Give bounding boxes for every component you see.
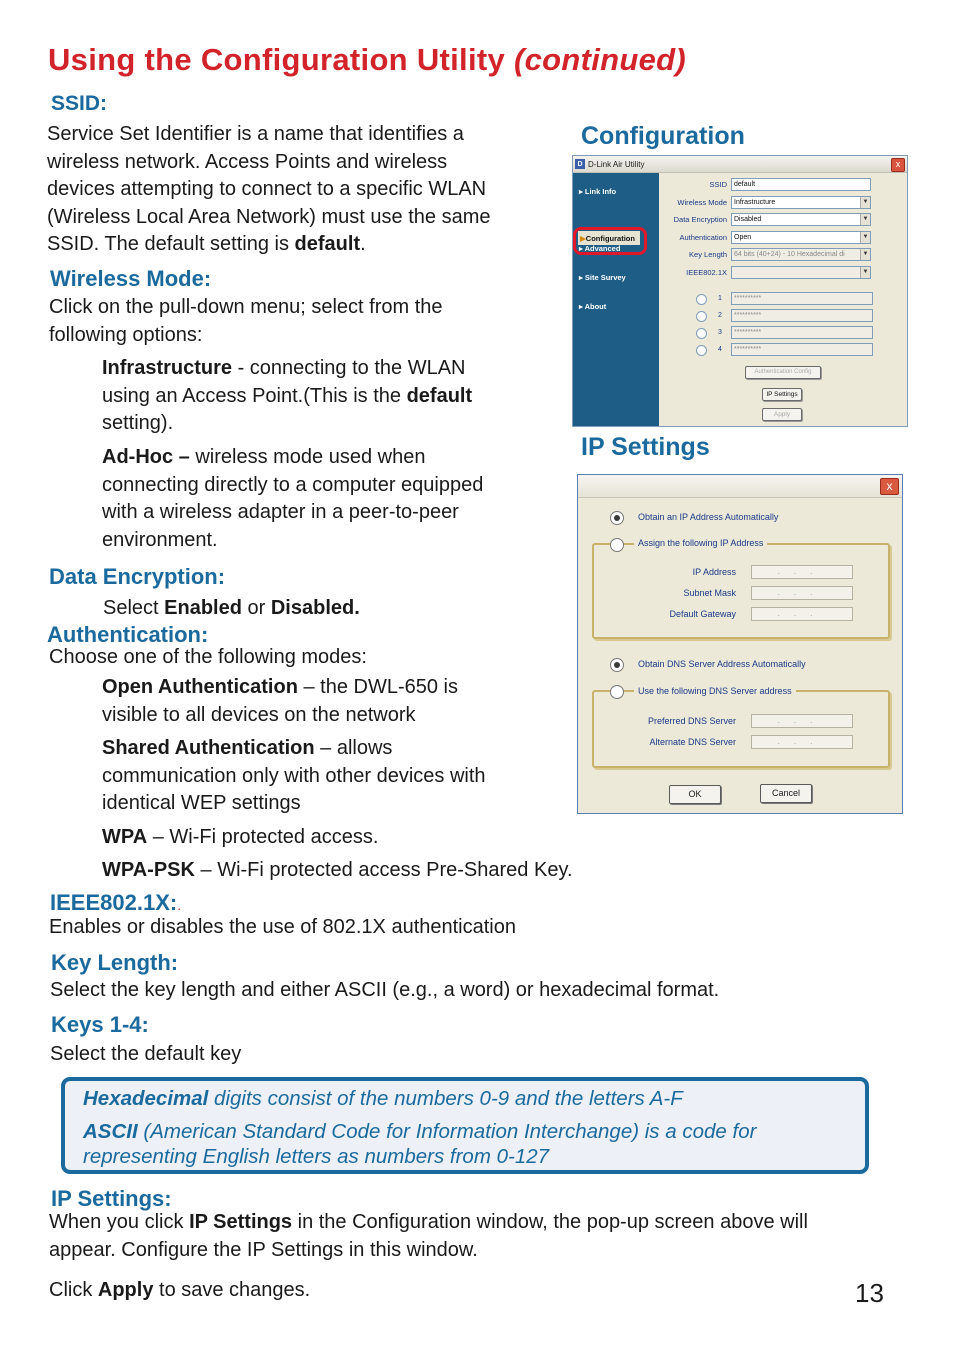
text-line: environment.: [102, 528, 218, 551]
window-title: D-Link Air Utility: [588, 159, 645, 169]
authentication-select[interactable]: [731, 231, 871, 244]
page-title: [48, 42, 686, 78]
key-1-input[interactable]: **********: [731, 292, 873, 305]
sidebar-item-advanced[interactable]: ▸ Advanced: [579, 244, 621, 253]
use-dns-radio[interactable]: [610, 685, 624, 699]
ip-settings-body: [49, 1209, 808, 1264]
label: Advanced: [584, 244, 621, 253]
obtain-ip-label: Obtain an IP Address Automatically: [638, 512, 779, 522]
default-gateway-input[interactable]: ...: [751, 607, 853, 621]
ieee-body: Enables or disables the use of 802.1X authentication: [49, 916, 516, 938]
default-gateway-label: Default Gateway: [669, 609, 736, 619]
chevron-down-icon: ▼: [860, 214, 870, 225]
title-main: Using the Configuration Utility: [48, 42, 506, 77]
text: – the DWL-650 is: [297, 676, 458, 698]
text-line: setting).: [102, 412, 174, 434]
key-4-number: 4: [718, 346, 722, 353]
ssid-body: [47, 121, 491, 259]
text-line: [102, 735, 486, 763]
data-encryption-body: [103, 595, 360, 623]
text-line: identical WEP settings: [102, 792, 301, 814]
hex-note: [83, 1087, 683, 1111]
chevron-down-icon: ▼: [860, 249, 870, 260]
wpa-desc: [102, 824, 378, 852]
note-box: [61, 1077, 869, 1174]
term: IP Settings: [189, 1211, 293, 1233]
term: Open Authentication: [102, 676, 298, 698]
label: Site Survey: [584, 273, 626, 282]
text: using an Access Point.(This is the: [102, 384, 407, 407]
ieee-select[interactable]: [731, 266, 871, 279]
ok-button[interactable]: OK: [669, 785, 721, 804]
text: – allows: [314, 737, 393, 759]
ip-settings-heading: IP Settings:: [51, 1186, 172, 1211]
text-line: [49, 1209, 808, 1237]
alternate-dns-input[interactable]: ...: [751, 735, 853, 749]
close-button[interactable]: x: [891, 158, 905, 172]
key-4-input[interactable]: **********: [731, 343, 873, 356]
term: ASCII: [83, 1120, 138, 1143]
ieee-heading: [50, 890, 181, 916]
term: WPA: [102, 826, 148, 848]
data-encryption-select[interactable]: [731, 213, 871, 226]
ssid-label: SSID: [709, 180, 727, 189]
key-length-select[interactable]: [731, 248, 871, 261]
window-titlebar: [573, 156, 907, 173]
key-3-radio[interactable]: [696, 328, 707, 339]
ip-address-label: IP Address: [692, 567, 736, 577]
ssid-line: devices attempting to connect to a specific WLAN: [47, 178, 487, 200]
preferred-dns-label: Preferred DNS Server: [647, 716, 736, 726]
cancel-button[interactable]: Cancel: [760, 784, 812, 803]
page-number: 13: [855, 1278, 884, 1308]
text: to save changes.: [153, 1279, 311, 1301]
key-length-heading: Key Length:: [51, 950, 179, 975]
shared-auth-desc: [102, 735, 486, 818]
ssid-line: (Wireless Local Area Network) must use the same: [47, 205, 491, 228]
key-length-body: Select the key length and either ASCII (e.g., a word) or hexadecimal format.: [50, 979, 720, 1001]
label: Link Info: [584, 187, 617, 196]
key-2-input[interactable]: **********: [731, 309, 873, 322]
term: Enabled: [164, 597, 242, 619]
term: Shared Authentication: [102, 737, 315, 759]
sidebar-item-about[interactable]: ▸ About: [579, 302, 607, 311]
obtain-dns-label: Obtain DNS Server Address Automatically: [638, 659, 806, 669]
text: .: [177, 897, 182, 913]
text-line: communication only with other devices with: [102, 764, 486, 787]
wireless-mode-heading: Wireless Mode:: [50, 266, 212, 291]
alternate-dns-label: Alternate DNS Server: [649, 737, 736, 747]
ascii-note-line2: representing English letters as numbers from 0-127: [83, 1145, 550, 1168]
ip-settings-caption: IP Settings: [581, 433, 710, 461]
sidebar-item-link-info[interactable]: ▸ Link Info: [579, 187, 617, 196]
ssid-input[interactable]: default: [731, 178, 871, 191]
preferred-dns-input[interactable]: ...: [751, 714, 853, 728]
selected-value: Infrastructure: [734, 199, 776, 206]
key-2-number: 2: [718, 312, 722, 319]
sidebar-item-site-survey[interactable]: ▸ Site Survey: [579, 273, 626, 282]
text-line: [102, 355, 472, 383]
text-line: [102, 444, 483, 472]
text-line: appear. Configure the IP Settings in this window.: [49, 1238, 478, 1261]
text: - connecting to the WLAN: [232, 357, 466, 379]
title-continued: (continued): [513, 42, 687, 77]
key-4-radio[interactable]: [696, 345, 707, 356]
ssid-line: wireless network. Access Points and wireless: [47, 150, 448, 173]
obtain-ip-radio[interactable]: [610, 511, 624, 525]
text-line: Click on the pull-down menu; select from the: [49, 296, 443, 318]
obtain-dns-radio[interactable]: [610, 658, 624, 672]
chevron-down-icon: ▼: [860, 232, 870, 243]
text-line: connecting directly to a computer equipped: [102, 473, 484, 496]
arrow-icon: ▶: [580, 233, 586, 243]
wireless-mode-body: [49, 294, 443, 349]
text: in the Configuration window, the pop-up screen above will: [292, 1211, 808, 1233]
sidebar: [573, 173, 659, 426]
dns-group: [592, 690, 890, 768]
ssid-heading: SSID:: [51, 92, 108, 115]
selected-value: Disabled: [734, 216, 762, 223]
infrastructure-desc: [102, 355, 472, 438]
text: When you click: [49, 1211, 190, 1233]
key-1-radio[interactable]: [696, 294, 707, 305]
adhoc-desc: [102, 444, 483, 554]
authentication-intro: Choose one of the following modes:: [49, 646, 367, 668]
text-line: visible to all devices on the network: [102, 703, 416, 726]
label: About: [584, 302, 607, 311]
selected-value: 64 bits (40+24) - 10 Hexadecimal di: [734, 251, 845, 258]
keys-heading: Keys 1-4:: [51, 1012, 149, 1037]
text-line: with a wireless adapter in a peer-to-peer: [102, 501, 459, 523]
text: IEEE802.1X:: [50, 890, 178, 915]
authentication-label: Authentication: [679, 233, 727, 242]
window-titlebar: [578, 475, 902, 498]
default-value: default: [294, 233, 361, 255]
close-button[interactable]: x: [880, 478, 899, 495]
subnet-mask-input[interactable]: ...: [751, 586, 853, 600]
term: Apply: [97, 1279, 154, 1301]
key-length-label: Key Length: [689, 250, 727, 259]
wpa-psk-desc: [102, 857, 573, 885]
wireless-mode-select[interactable]: [731, 196, 871, 209]
apply-button[interactable]: Apply: [762, 408, 802, 421]
term: WPA-PSK: [102, 859, 195, 881]
term: Infrastructure: [102, 357, 233, 379]
assign-ip-radio[interactable]: [610, 538, 624, 552]
text: wireless mode used when: [189, 446, 426, 468]
term: default: [406, 384, 473, 407]
label: Configuration: [585, 233, 635, 243]
text: (American Standard Code for Information Interchange) is a code for: [137, 1120, 757, 1143]
text: Select: [103, 597, 165, 619]
key-3-number: 3: [718, 329, 722, 336]
term: Ad-Hoc –: [102, 446, 190, 468]
ip-settings-button[interactable]: IP Settings: [762, 388, 802, 401]
sidebar-item-configuration[interactable]: [578, 231, 640, 245]
ssid-line: Service Set Identifier is a name that identifies a: [47, 123, 464, 145]
ieee-label: IEEE802.1X: [686, 268, 727, 277]
term: Disabled.: [270, 597, 360, 619]
chevron-down-icon: ▼: [860, 197, 870, 208]
ssid-line: [47, 231, 491, 259]
dlink-logo-icon: D: [575, 159, 585, 169]
text: SSID. The default setting is: [47, 233, 295, 255]
key-3-input[interactable]: **********: [731, 326, 873, 339]
assign-ip-label: Assign the following IP Address: [634, 538, 767, 548]
key-1-number: 1: [718, 295, 722, 302]
ascii-note: [83, 1120, 756, 1144]
text: or: [241, 597, 271, 619]
key-2-radio[interactable]: [696, 311, 707, 322]
chevron-down-icon: ▼: [860, 267, 870, 278]
selected-value: Open: [734, 234, 752, 241]
ip-settings-window: [577, 474, 903, 814]
open-auth-desc: [102, 674, 458, 729]
text: – Wi-Fi protected access Pre-Shared Key.: [194, 859, 573, 881]
use-dns-label: Use the following DNS Server address: [634, 686, 796, 696]
data-encryption-label: Data Encryption: [673, 215, 727, 224]
wireless-mode-label: Wireless Mode: [677, 198, 727, 207]
text: digits consist of the numbers 0-9 and the letters A-F: [208, 1087, 683, 1110]
ip-address-input[interactable]: ...: [751, 565, 853, 579]
text-line: following options:: [49, 323, 203, 346]
authentication-heading: Authentication:: [47, 622, 209, 647]
subnet-mask-label: Subnet Mask: [683, 588, 736, 598]
configuration-caption: Configuration: [581, 122, 745, 150]
text: .: [360, 233, 366, 255]
config-window: [572, 155, 908, 427]
keys-body: Select the default key: [50, 1043, 242, 1065]
text: Click: [49, 1279, 98, 1301]
authentication-config-button[interactable]: Authentication Config: [745, 366, 821, 379]
data-encryption-heading: Data Encryption:: [49, 564, 226, 589]
text: – Wi-Fi protected access.: [147, 826, 379, 848]
term: Hexadecimal: [83, 1087, 209, 1110]
text-line: [102, 383, 472, 411]
text-line: [102, 674, 458, 702]
apply-instruction: [49, 1277, 310, 1305]
